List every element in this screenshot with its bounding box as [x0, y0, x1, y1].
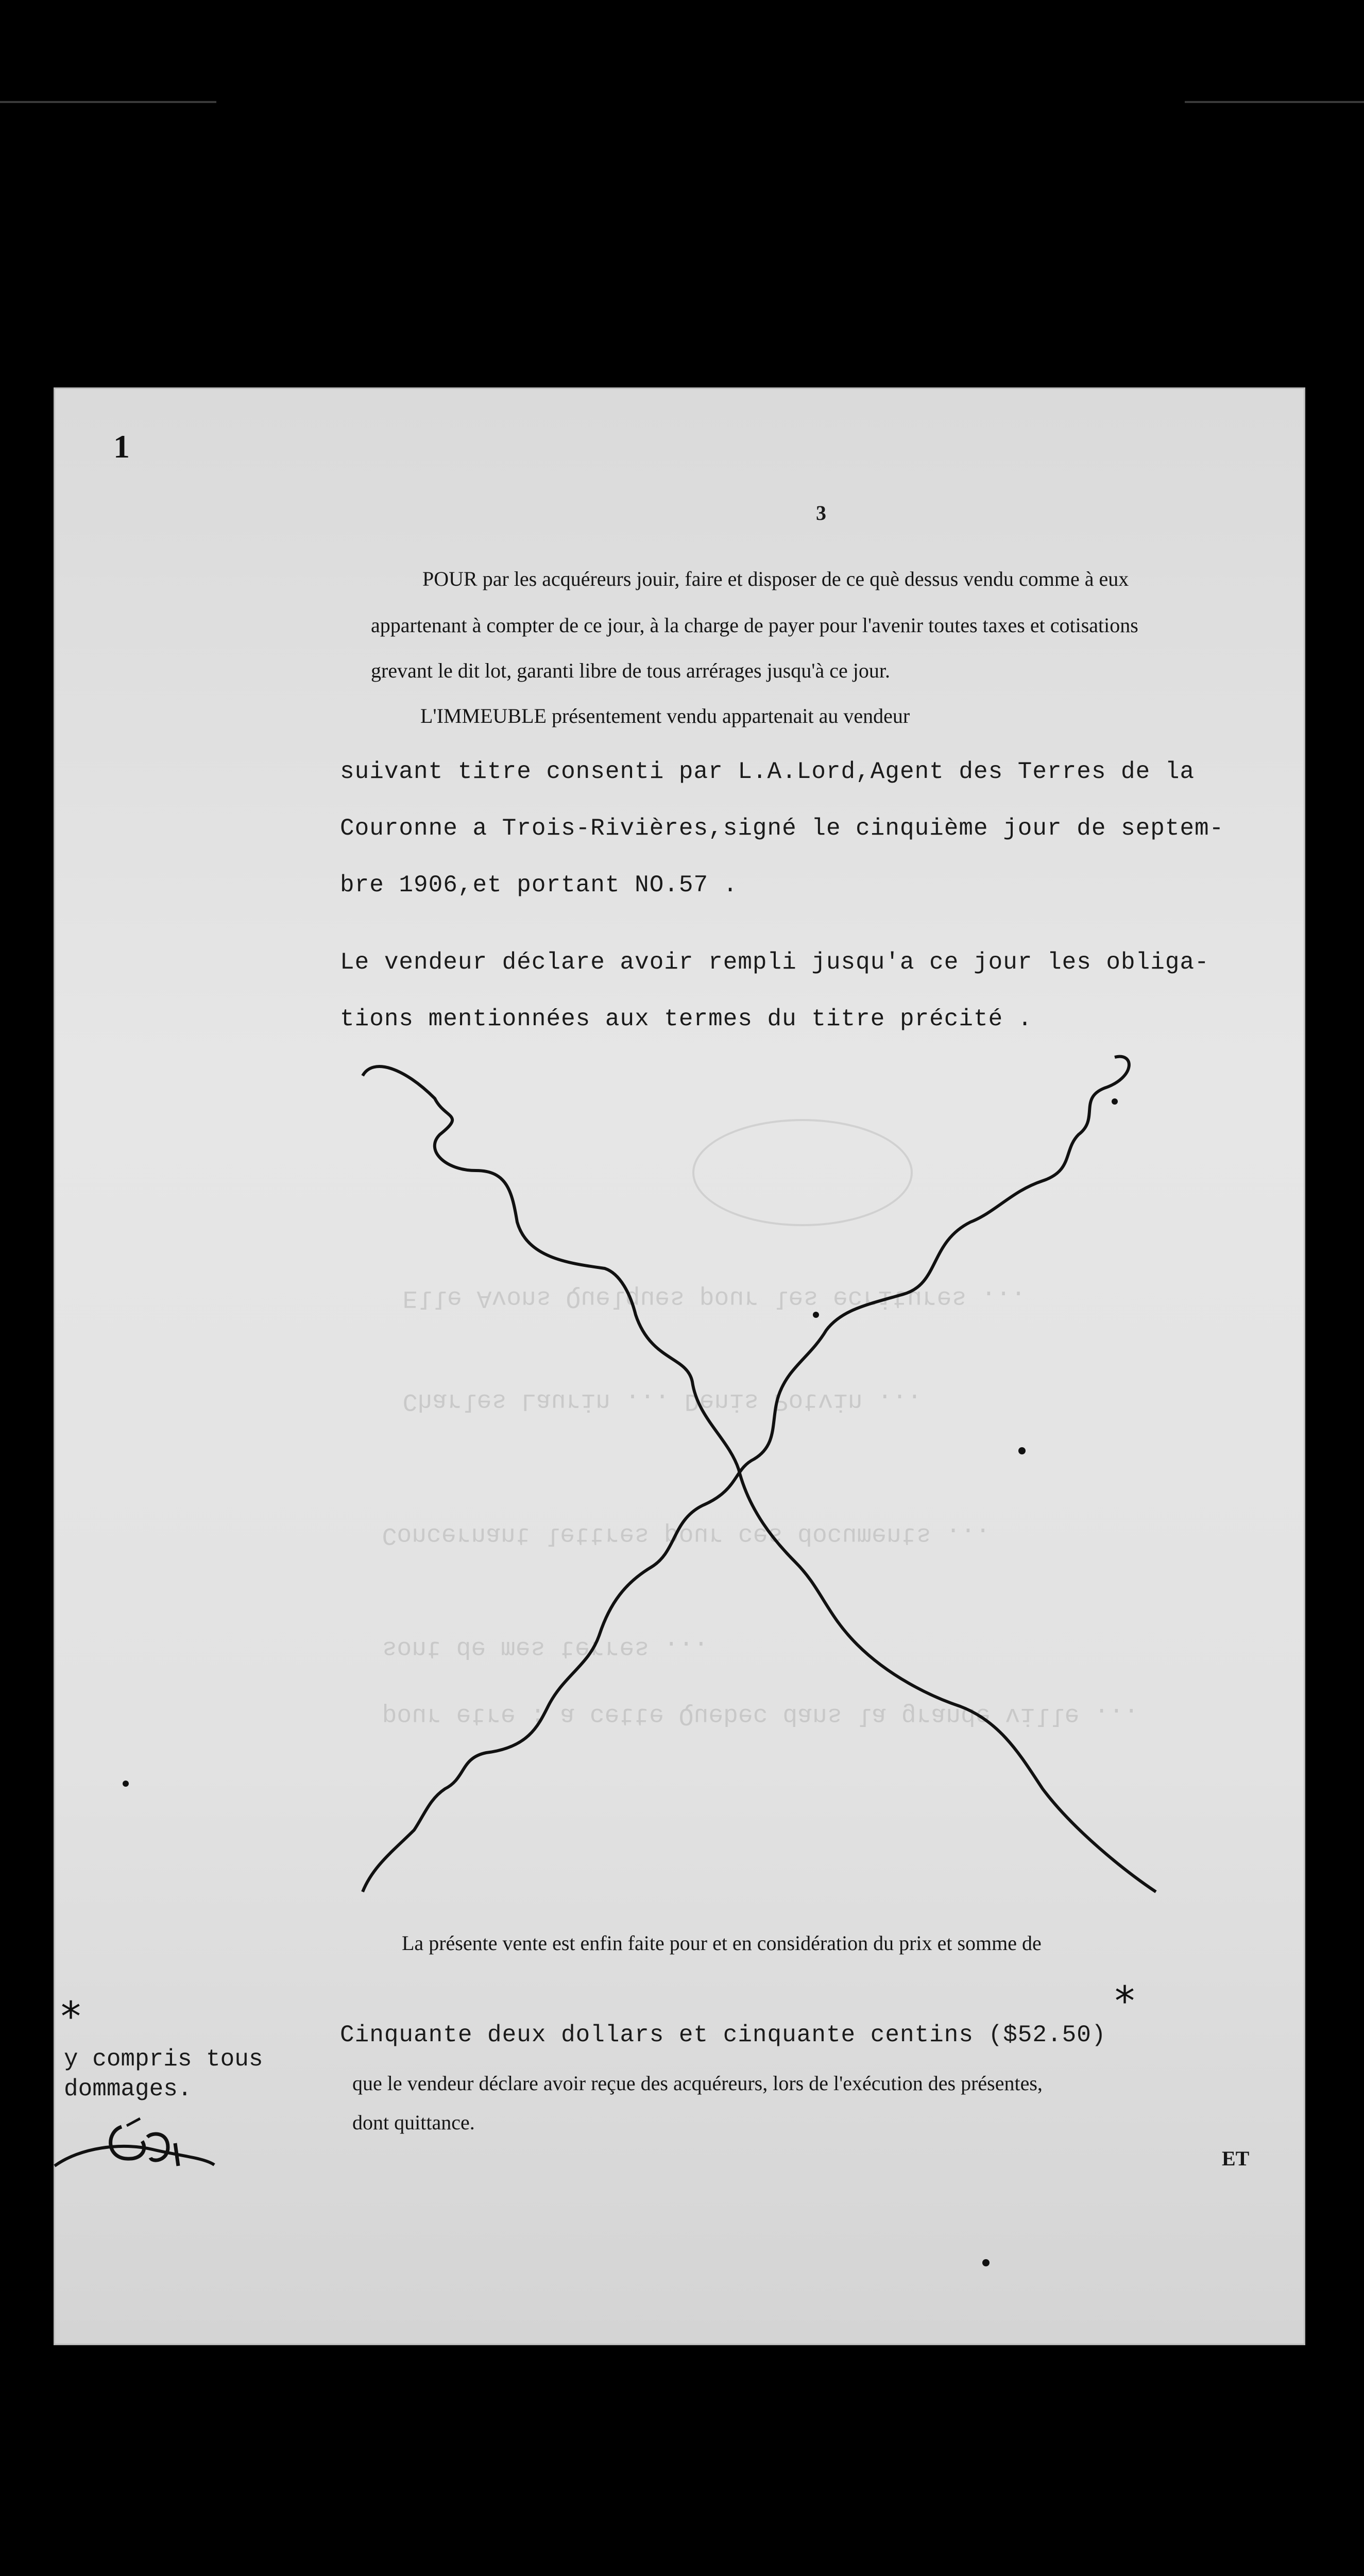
- bleed-through-text: Elle Avons Quelques pour les ecritures ...: [373, 1284, 1026, 1312]
- paragraph-line: L'IMMEUBLE présentement vendu appartenait au vendeur: [420, 704, 910, 727]
- et-label: ET: [1222, 2147, 1250, 2170]
- film-edge-rule-right: [1185, 101, 1364, 103]
- paragraph-line: appartenant à compter de ce jour, à la charge de payer pour l'avenir toutes taxes et cotisations: [371, 614, 1138, 637]
- typed-obligation-line: Le vendeur déclare avoir rempli jusqu'a ce jour les obliga-: [340, 949, 1209, 976]
- typed-title-line: suivant titre consenti par L.A.Lord,Agent des Terres de la: [340, 758, 1195, 785]
- margin-note: y compris tous dommages.: [64, 2046, 263, 2103]
- bleed-through-text: pour etre : a cette Quebec dans la grande ville ...: [352, 1701, 1139, 1729]
- receipt-line: que le vendeur déclare avoir reçue des acquéreurs, lors de l'exécution des présentes,: [352, 2072, 1043, 2095]
- typed-title-line: bre 1906,et portant NO.57 .: [340, 872, 738, 899]
- initials-signature: [49, 2116, 225, 2178]
- sale-consideration-line: La présente vente est enfin faite pour et en considération du prix et somme de: [402, 1931, 1042, 1955]
- receipt-line: dont quittance.: [352, 2111, 475, 2134]
- bleed-through-text: Charles Laurin ... Denis Potvin ...: [373, 1387, 922, 1415]
- margin-asterisk: *: [61, 1994, 81, 2040]
- bleed-through-text: sont de mes terres ...: [352, 1634, 709, 1662]
- film-edge-rule-left: [0, 101, 216, 103]
- typed-amount-line: Cinquante deux dollars et cinquante centins ($52.50): [340, 2022, 1106, 2048]
- page-number: 3: [816, 501, 826, 524]
- typed-title-line: Couronne a Trois-Rivières,signé le cinquième jour de septem-: [340, 815, 1224, 842]
- typed-obligation-line: tions mentionnées aux termes du titre précité .: [340, 1006, 1033, 1032]
- bleed-through-text: Concernant lettres pour ces documents ...: [352, 1521, 991, 1549]
- paragraph-line: POUR par les acquéreurs jouir, faire et disposer de ce què dessus vendu comme à eux: [422, 567, 1129, 590]
- corner-mark: 1: [113, 428, 130, 465]
- paragraph-line: grevant le dit lot, garanti libre de tous arrérages jusqu'à ce jour.: [371, 659, 890, 682]
- asterisk-mark: *: [1115, 1978, 1135, 2025]
